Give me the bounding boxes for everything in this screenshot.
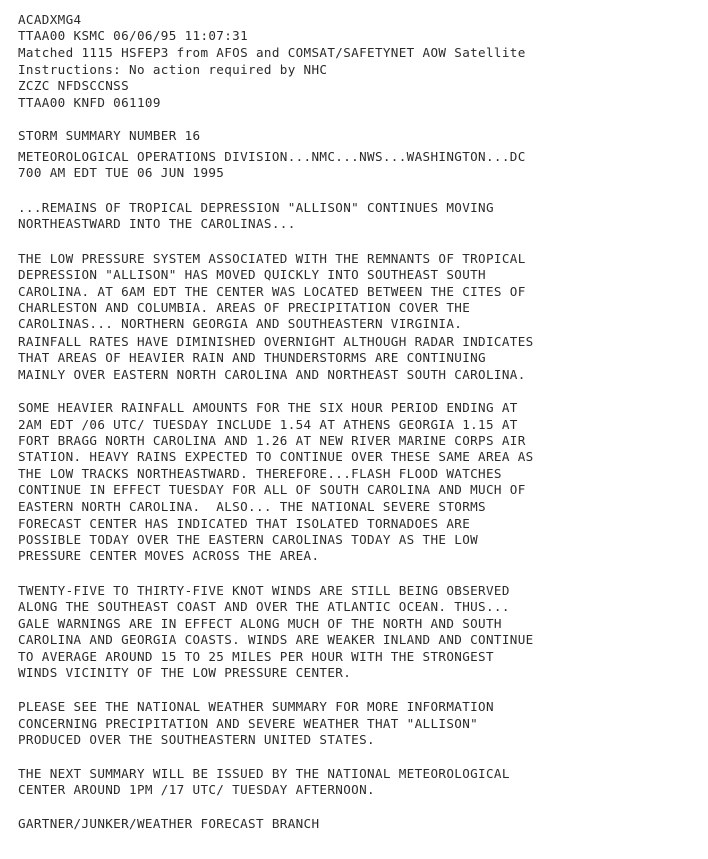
paragraph-5-line: CENTER AROUND 1PM /17 UTC/ TUESDAY AFTERNOON. [18,782,375,797]
paragraph-2-line: EASTERN NORTH CAROLINA. ALSO... THE NATIONAL SEVERE STORMS [18,499,486,514]
headline-line: ...REMAINS OF TROPICAL DEPRESSION "ALLISON" CONTINUES MOVING [18,200,494,215]
paragraph-5-line: THE NEXT SUMMARY WILL BE ISSUED BY THE NATIONAL METEOROLOGICAL [18,766,510,781]
header-line: TTAA00 KSMC 06/06/95 11:07:31 [18,28,249,43]
paragraph-1-line: DEPRESSION "ALLISON" HAS MOVED QUICKLY INTO SOUTHEAST SOUTH [18,267,486,282]
paragraph-1-line: CAROLINAS... NORTHERN GEORGIA AND SOUTHEASTERN VIRGINIA. [18,316,463,331]
paragraph-2-line: 2AM EDT /06 UTC/ TUESDAY INCLUDE 1.54 AT ATHENS GEORGIA 1.15 AT [18,417,518,432]
paragraph-4-line: CONCERNING PRECIPITATION AND SEVERE WEATHER THAT "ALLISON" [18,716,479,731]
header-line: ACADXMG4 [18,12,82,27]
paragraph-3-line: WINDS VICINITY OF THE LOW PRESSURE CENTER. [18,665,352,680]
paragraph-4-line: PLEASE SEE THE NATIONAL WEATHER SUMMARY FOR MORE INFORMATION [18,699,494,714]
headline-line: NORTHEASTWARD INTO THE CAROLINAS... [18,216,296,231]
paragraph-2-line: PRESSURE CENTER MOVES ACROSS THE AREA. [18,548,320,563]
paragraph-2-line: POSSIBLE TODAY OVER THE EASTERN CAROLINAS TODAY AS THE LOW [18,532,479,547]
paragraph-4-line: PRODUCED OVER THE SOUTHEASTERN UNITED STATES. [18,732,375,747]
header-line: TTAA00 KNFD 061109 [18,95,161,110]
paragraph-2-line: SOME HEAVIER RAINFALL AMOUNTS FOR THE SIX HOUR PERIOD ENDING AT [18,400,518,415]
signature-line: GARTNER/JUNKER/WEATHER FORECAST BRANCH [18,816,320,831]
paragraph-2-line: STATION. HEAVY RAINS EXPECTED TO CONTINUE OVER THESE SAME AREA AS [18,449,534,464]
paragraph-2-line: CONTINUE IN EFFECT TUESDAY FOR ALL OF SOUTH CAROLINA AND MUCH OF [18,482,526,497]
paragraph-1-line: CAROLINA. AT 6AM EDT THE CENTER WAS LOCATED BETWEEN THE CITES OF [18,284,526,299]
paragraph-3-line: ALONG THE SOUTHEAST COAST AND OVER THE ATLANTIC OCEAN. THUS... [18,599,510,614]
header-line: Instructions: No action required by NHC [18,62,328,77]
paragraph-3-line: GALE WARNINGS ARE IN EFFECT ALONG MUCH OF THE NORTH AND SOUTH [18,616,502,631]
paragraph-3-line: CAROLINA AND GEORGIA COASTS. WINDS ARE WEAKER INLAND AND CONTINUE [18,632,534,647]
paragraph-1-line: THE LOW PRESSURE SYSTEM ASSOCIATED WITH THE REMNANTS OF TROPICAL [18,251,526,266]
paragraph-1-line: RAINFALL RATES HAVE DIMINISHED OVERNIGHT ALTHOUGH RADAR INDICATES [18,334,534,349]
paragraph-2-line: THE LOW TRACKS NORTHEASTWARD. THEREFORE...FLASH FLOOD WATCHES [18,466,502,481]
paragraph-3-line: TWENTY-FIVE TO THIRTY-FIVE KNOT WINDS ARE STILL BEING OBSERVED [18,583,510,598]
paragraph-1-line: THAT AREAS OF HEAVIER RAIN AND THUNDERSTORMS ARE CONTINUING [18,350,486,365]
paragraph-1-line: MAINLY OVER EASTERN NORTH CAROLINA AND NORTHEAST SOUTH CAROLINA. [18,367,526,382]
division-line: METEOROLOGICAL OPERATIONS DIVISION...NMC...NWS...WASHINGTON...DC [18,149,526,164]
storm-summary-title: STORM SUMMARY NUMBER 16 [18,128,201,143]
paragraph-2-line: FORECAST CENTER HAS INDICATED THAT ISOLATED TORNADOES ARE [18,516,471,531]
paragraph-2-line: FORT BRAGG NORTH CAROLINA AND 1.26 AT NEW RIVER MARINE CORPS AIR [18,433,526,448]
issue-time-line: 700 AM EDT TUE 06 JUN 1995 [18,165,225,180]
paragraph-3-line: TO AVERAGE AROUND 15 TO 25 MILES PER HOUR WITH THE STRONGEST [18,649,494,664]
header-line: Matched 1115 HSFEP3 from AFOS and COMSAT/SAFETYNET AOW Satellite [18,45,526,60]
paragraph-1-line: CHARLESTON AND COLUMBIA. AREAS OF PRECIPITATION COVER THE [18,300,471,315]
header-line: ZCZC NFDSCCNSS [18,78,130,93]
